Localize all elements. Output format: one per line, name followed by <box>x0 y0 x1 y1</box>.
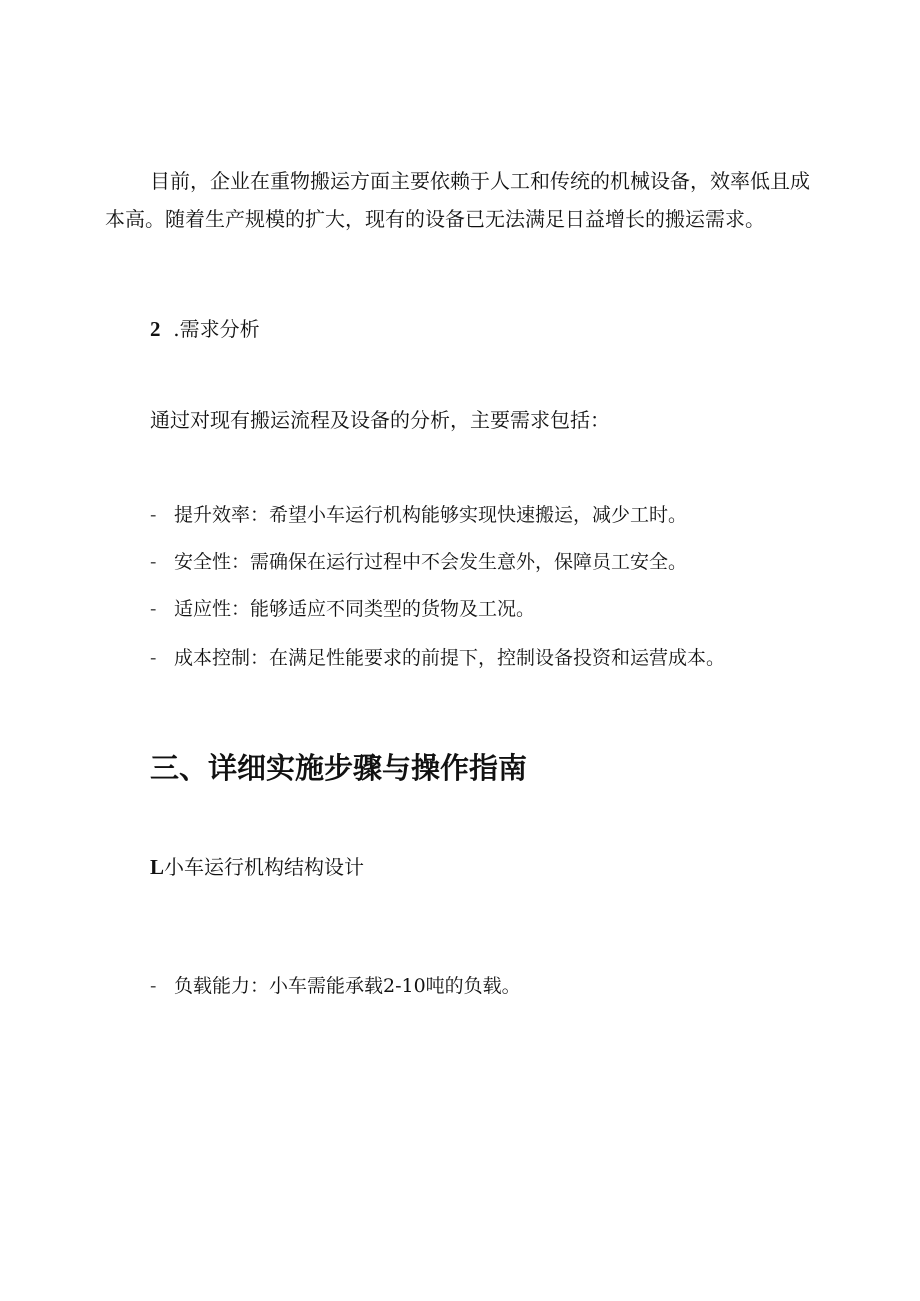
intro-paragraph <box>105 162 810 238</box>
requirement-item <box>150 594 535 624</box>
requirement-item <box>150 643 725 673</box>
subsection-1-title: 小车运行机构结构设计 <box>164 855 365 879</box>
requirement-text: 成本控制：在满足性能要求的前提下，控制设备投资和运营成本。 <box>174 647 726 669</box>
requirement-text: 适应性：能够适应不同类型的货物及工况。 <box>174 598 536 620</box>
section-3-heading: 三、详细实施步骤与操作指南 <box>150 751 528 785</box>
requirement-text: 提升效率：希望小车运行机构能够实现快速搬运，减少工时。 <box>174 504 688 526</box>
requirement-text: 安全性：需确保在运行过程中不会发生意外，保障员工安全。 <box>174 551 688 573</box>
section-2-heading <box>150 314 260 344</box>
bullet-dash: - <box>150 551 157 573</box>
spec-text: 负载能力：小车需能承载2-10吨的负载。 <box>174 975 521 997</box>
requirements-lead: 通过对现有搬运流程及设备的分析，主要需求包括： <box>150 408 610 432</box>
bullet-dash: - <box>150 598 157 620</box>
intro-line-1: 目前，企业在重物搬运方面主要依赖于人工和传统的机械设备，效率低且成 <box>150 169 810 193</box>
bullet-dash: - <box>150 504 157 526</box>
section-2-title: .需求分析 <box>173 317 260 341</box>
requirement-item <box>150 547 687 577</box>
subsection-1-heading <box>150 852 364 882</box>
subsection-1-number: L <box>150 855 165 879</box>
spec-item <box>150 971 521 1001</box>
intro-line-2: 本高。随着生产规模的扩大，现有的设备已无法满足日益增长的搬运需求。 <box>105 207 765 231</box>
requirement-item <box>150 500 687 530</box>
section-2-number: 2 <box>150 317 161 341</box>
bullet-dash: - <box>150 647 157 669</box>
bullet-dash: - <box>150 975 157 997</box>
